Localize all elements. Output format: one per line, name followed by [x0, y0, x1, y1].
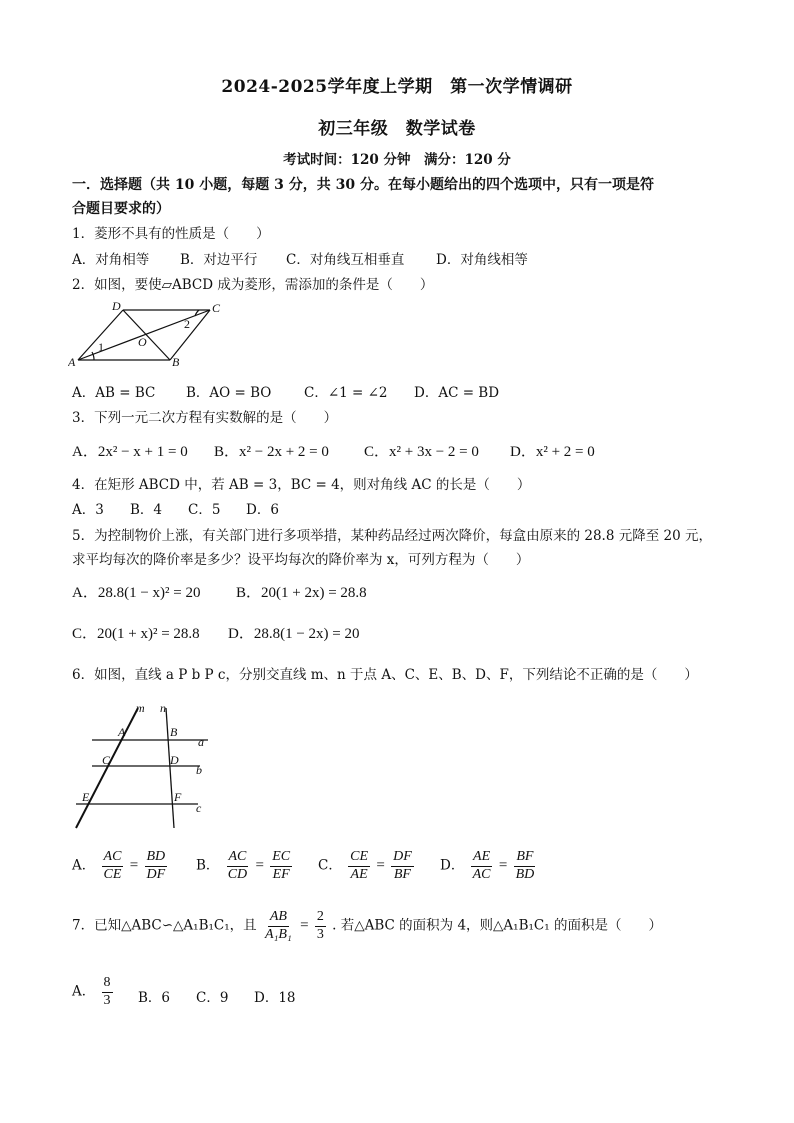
q7-option-a-fraction: $\frac{8}{3}$ [103, 975, 111, 1008]
q7-stem-part-a: 7．已知△ABC∽△A₁B₁C₁，且 [72, 917, 257, 934]
section-heading-line2: 合题目要求的） [72, 201, 170, 217]
q1-option-d: D．对角线相等 [436, 252, 528, 268]
q7-ratio-value: $\frac{2}{3}$ [316, 909, 324, 942]
q6-option-d: D． $\frac{AE}{AC}$ = $\frac{BF}{BD}$ [440, 849, 535, 882]
q2-label-b: B [172, 355, 180, 369]
q6-label-a: a [198, 735, 204, 749]
q2-parallelogram-figure [68, 298, 228, 370]
q7-option-c: C．9 [196, 990, 229, 1006]
q6-option-a-letter: A． [72, 857, 96, 874]
q2-angle-1-arc [92, 352, 94, 360]
q6-option-d-letter: D． [440, 857, 465, 874]
q7-ratio-fraction: $\frac{AB}{\text{A₁B₁}}$ [264, 909, 292, 942]
q6-label-C: C [102, 753, 111, 767]
q2-label-c: C [212, 301, 221, 315]
q2-label-o: O [138, 335, 147, 349]
q2-option-a: A．AB = BC [72, 385, 156, 401]
q7-stem-part-b: . 若△ABC 的面积为 4，则△A₁B₁C₁ 的面积是（ ） [332, 917, 662, 934]
q5-option-b: B．20(1 + 2x) = 28.8 [236, 585, 367, 601]
q3-option-a: A．2x² − x + 1 = 0 [72, 444, 188, 460]
exam-subtitle: 初三年级 数学试卷 [318, 119, 476, 139]
q6-a-frac-left: $\frac{AC}{CE}$ [103, 849, 122, 882]
q2-label-angle2: 2 [184, 317, 190, 331]
section-heading-line1: 一．选择题（共 10 小题，每题 3 分，共 30 分。在每小题给出的四个选项中，只有一项是符 [72, 177, 654, 193]
q2-option-d: D．AC = BD [414, 385, 500, 401]
q2-label-angle1: 1 [98, 340, 104, 354]
q6-label-E: E [82, 790, 90, 804]
q6-line-m [76, 708, 138, 828]
q1-option-a: A．对角相等 [72, 252, 150, 268]
q7-option-a: A． $\frac{8}{3}$ [72, 975, 111, 1008]
q6-c-frac-right: $\frac{DF}{BF}$ [393, 849, 412, 882]
q6-parallel-lines-figure [70, 700, 220, 832]
q6-label-D: D [170, 753, 179, 767]
q2-stem: 2．如图，要使▱ABCD 成为菱形，需添加的条件是（ ） [72, 277, 434, 293]
q4-option-c: C．5 [188, 502, 221, 518]
q6-d-frac-left: $\frac{AE}{AC}$ [472, 849, 491, 882]
q6-option-b: B． $\frac{AC}{CD}$ = $\frac{EC}{EF}$ [196, 849, 291, 882]
q4-option-a: A．3 [72, 502, 104, 518]
q7-option-d: D．18 [254, 990, 296, 1006]
q6-option-c: C． $\frac{CE}{AE}$ = $\frac{DF}{BF}$ [318, 849, 412, 882]
q6-label-b: b [196, 763, 202, 777]
q1-option-c: C．对角线互相垂直 [286, 252, 405, 268]
q4-option-b: B．4 [130, 502, 163, 518]
q6-label-c: c [196, 801, 202, 815]
q6-option-c-letter: C． [318, 857, 342, 874]
q6-stem: 6．如图，直线 a P b P c，分别交直线 m、n 于点 A、C、E、B、D、F，下列结论不正确的是（ ） [72, 667, 698, 683]
q6-b-frac-right: $\frac{EC}{EF}$ [272, 849, 291, 882]
q3-option-c: C．x² + 3x − 2 = 0 [364, 444, 479, 460]
q2-label-d: D [112, 299, 121, 313]
q3-option-b: B．x² − 2x + 2 = 0 [214, 444, 329, 460]
q6-a-frac-right: $\frac{BD}{DF}$ [146, 849, 166, 882]
q6-option-b-letter: B． [196, 857, 220, 874]
q6-label-F: F [174, 790, 182, 804]
q4-option-d: D．6 [246, 502, 279, 518]
q3-option-d: D．x² + 2 = 0 [510, 444, 595, 460]
q6-d-frac-right: $\frac{BF}{BD}$ [515, 849, 535, 882]
exam-info: 考试时间：120 分钟 满分：120 分 [283, 152, 511, 168]
q6-label-m: m [136, 701, 145, 715]
q2-option-b: B．AO = BO [186, 385, 272, 401]
q6-label-n: n [160, 701, 166, 715]
q6-label-A: A [118, 725, 126, 739]
q7-option-b: B．6 [138, 990, 171, 1006]
q6-b-frac-left: $\frac{AC}{CD}$ [227, 849, 248, 882]
q5-stem-line2: 求平均每次的降价率是多少？设平均每次的降价率为 x，可列方程为（ ） [72, 552, 530, 568]
q6-label-B: B [170, 725, 178, 739]
q2-option-c: C．∠1 = ∠2 [304, 385, 388, 401]
q2-label-a: A [68, 355, 76, 369]
exam-title: 2024-2025学年度上学期 第一次学情调研 [221, 77, 573, 97]
q4-stem: 4．在矩形 ABCD 中，若 AB = 3，BC = 4，则对角线 AC 的长是（ ） [72, 477, 531, 493]
q6-option-a: A． $\frac{AC}{CE}$ = $\frac{BD}{DF}$ [72, 849, 166, 882]
q3-stem: 3．下列一元二次方程有实数解的是（ ） [72, 410, 338, 426]
q5-option-c: C．20(1 + x)² = 28.8 [72, 626, 200, 642]
q5-option-d: D．28.8(1 − 2x) = 20 [228, 626, 360, 642]
q5-stem-line1: 5．为控制物价上涨，有关部门进行多项举措，某种药品经过两次降价，每盒由原来的 28.8 元降至 20 元， [72, 528, 712, 544]
q5-option-a: A．28.8(1 − x)² = 20 [72, 585, 201, 601]
q1-option-b: B．对边平行 [180, 252, 258, 268]
q1-stem: 1．菱形不具有的性质是（ ） [72, 226, 270, 242]
q6-c-frac-left: $\frac{CE}{AE}$ [350, 849, 369, 882]
q7-stem: 7．已知△ABC∽△A₁B₁C₁，且 $\frac{AB}{\text{A₁B₁}}$ = $\frac{2}{3}$ . 若△ABC 的面积为 4，则△A₁B₁C₁ 的面积是（ ） [72, 909, 662, 942]
